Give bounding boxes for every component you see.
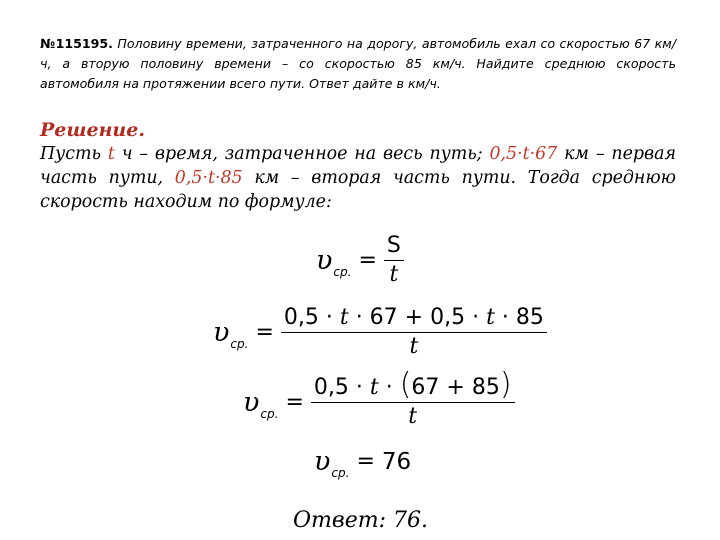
avg-speed-symbol: [316, 245, 352, 279]
left-paren: (: [399, 367, 412, 402]
v-subscript: ср.: [331, 466, 350, 480]
numerator: S: [386, 233, 401, 258]
num-part: 0,5 ·: [283, 305, 340, 330]
v-subscript: ср.: [333, 265, 352, 279]
v-symbol: υ: [314, 446, 331, 477]
num-part: t: [369, 375, 379, 400]
right-paren: ): [499, 367, 512, 402]
formula-factored: [243, 367, 515, 431]
formula-substitution: [213, 304, 547, 361]
problem-number: №115195.: [40, 36, 113, 51]
equals-sign: =: [255, 320, 274, 345]
avg-speed-symbol: [213, 317, 249, 351]
variable-t: t: [107, 144, 115, 164]
problem-text: Половину времени, затраченного на дорогу, автомобиль ехал со скоростью 67 км/ч, а вторую половину времени – со скоростью 85 км/ч. Найдите среднюю скорость автомобиля на протяжении всего пути. Ответ дайте в км/ч.: [40, 36, 676, 91]
numerator: [311, 367, 515, 402]
num-part: t: [339, 305, 349, 330]
v-symbol: υ: [243, 386, 260, 418]
solution-heading: Решение.: [40, 119, 145, 141]
num-part: · 85: [494, 305, 544, 330]
num-part: 0,5 ·: [313, 375, 370, 400]
fraction: [384, 232, 404, 289]
num-part: ·: [378, 375, 400, 400]
num-part: · 67 + 0,5 ·: [348, 305, 487, 330]
fraction: [311, 367, 515, 431]
numerator: [281, 304, 547, 332]
result-value: 76: [381, 448, 412, 475]
denominator: t: [389, 262, 399, 287]
v-symbol: υ: [213, 317, 230, 348]
denominator: t: [408, 404, 418, 429]
first-part-expression: 0,5·t·67: [489, 144, 558, 164]
denominator: t: [409, 334, 419, 359]
formula-definition: [316, 232, 404, 289]
solution-text-part: Пусть: [40, 144, 108, 164]
problem-statement: [40, 34, 676, 94]
solution-text-part: км – первая часть пути,: [40, 144, 677, 188]
second-part-expression: 0,5·t·85: [174, 168, 243, 188]
formula-result: [314, 446, 412, 480]
solution-text-part: км – вторая часть пути. Тогда среднюю скорость находим по формуле:: [40, 168, 676, 212]
avg-speed-symbol: [243, 386, 279, 421]
avg-speed-symbol: [314, 446, 350, 480]
fraction: [281, 304, 547, 361]
equals-sign: =: [285, 389, 304, 415]
v-subscript: ср.: [230, 337, 249, 351]
equals-sign: =: [358, 248, 377, 273]
answer: Ответ: 76.: [293, 508, 428, 533]
num-part: t: [486, 305, 495, 330]
v-symbol: υ: [316, 245, 333, 276]
solution-text: [40, 142, 676, 214]
equals-sign: =: [356, 449, 375, 474]
v-subscript: ср.: [260, 406, 279, 421]
solution-text-part: ч – время, затраченное на весь путь;: [114, 144, 490, 164]
num-part: 67 + 85: [411, 375, 500, 400]
